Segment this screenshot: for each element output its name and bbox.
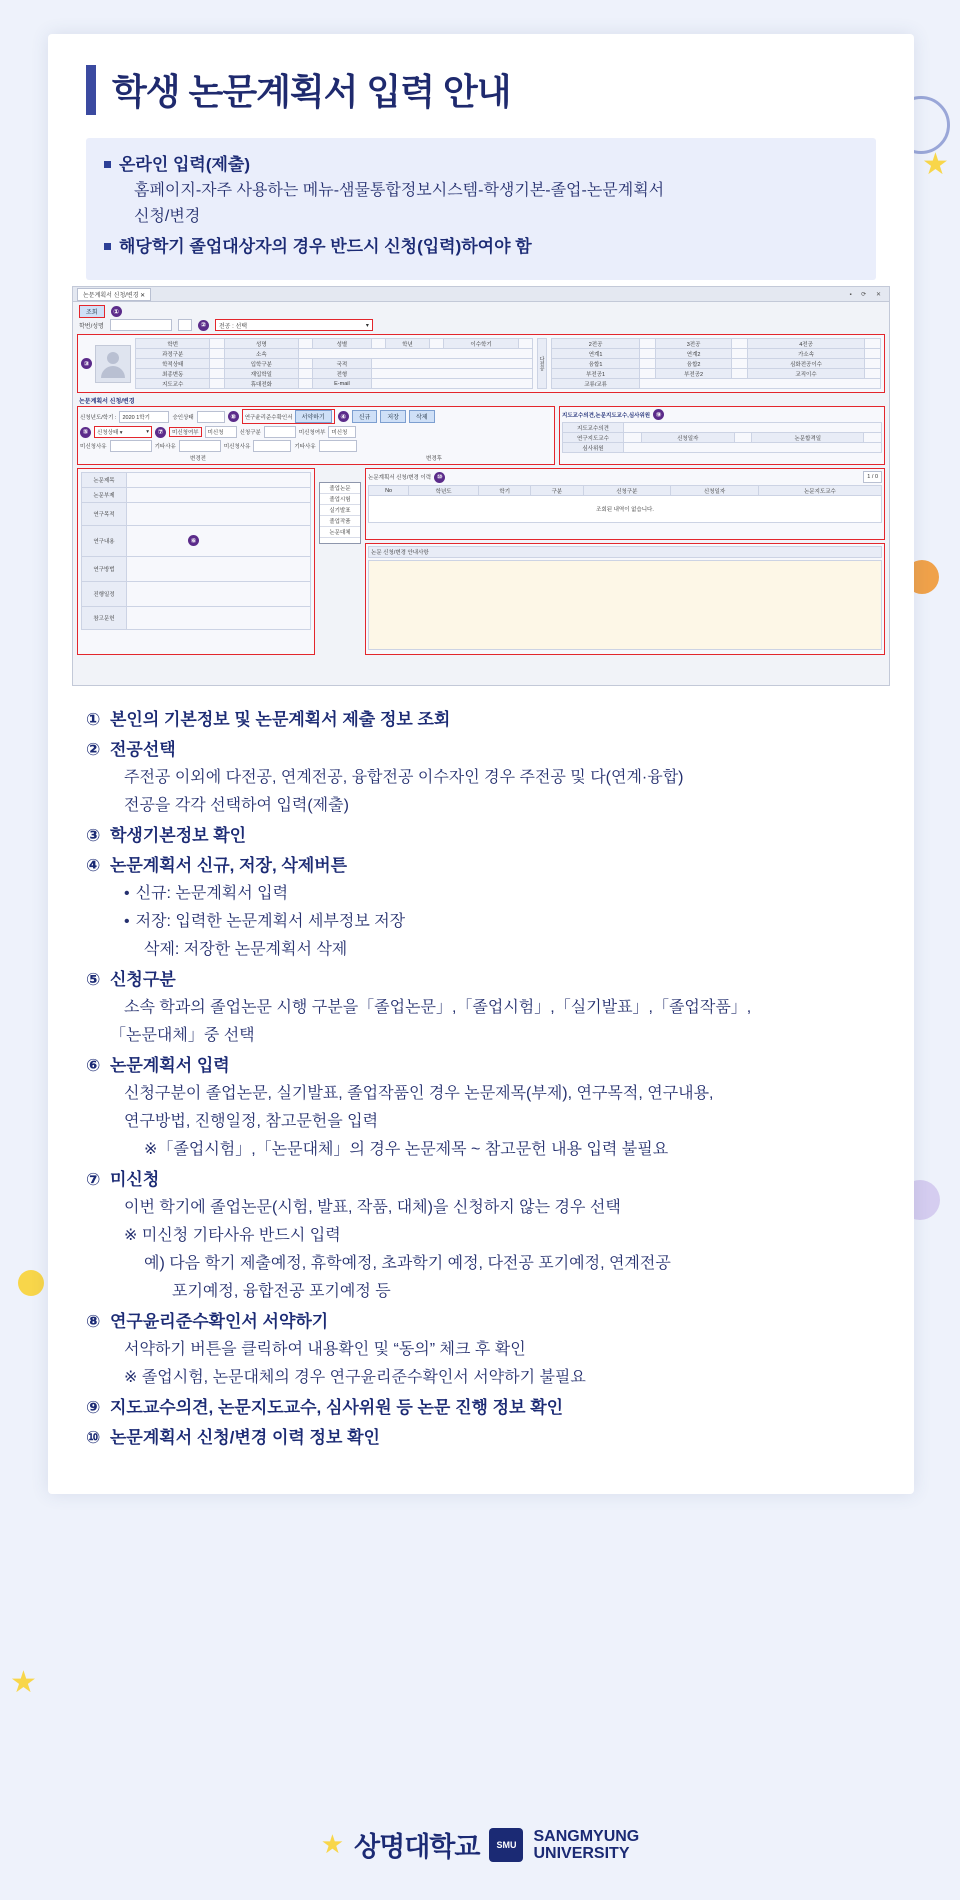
cell-value bbox=[624, 433, 642, 443]
cell-label: 학적상태 bbox=[136, 359, 210, 369]
student-no-input[interactable] bbox=[110, 319, 172, 331]
cell-label: 융합1 bbox=[552, 359, 640, 369]
item-heading: 논문계획서 입력 bbox=[110, 1056, 230, 1075]
cell-label: 연구목적 bbox=[82, 503, 127, 526]
cell-value bbox=[624, 423, 882, 433]
cell-value bbox=[640, 339, 656, 349]
marker-4: ④ bbox=[338, 411, 349, 422]
cell-value bbox=[865, 369, 881, 379]
item-bullet-line bbox=[124, 908, 886, 936]
reference-input[interactable] bbox=[127, 607, 311, 630]
unapply-label: 미신청여부 bbox=[169, 427, 202, 437]
cell-value bbox=[624, 443, 882, 453]
item-line: 「논문대체」중 선택 bbox=[110, 1027, 255, 1044]
item-heading: 지도교수의견, 논문지도교수, 심사위원 등 논문 진행 정보 확인 bbox=[110, 1398, 564, 1417]
cell-value bbox=[210, 339, 224, 349]
deco-star-2: ★ bbox=[922, 148, 949, 181]
major-table bbox=[551, 338, 881, 389]
unapply-div-value[interactable]: 미신청 bbox=[328, 426, 356, 438]
reason2-label: 미신청사유 bbox=[223, 444, 251, 450]
cell-label: 최종변동 bbox=[136, 369, 210, 379]
item-number: ⑦ bbox=[86, 1170, 101, 1189]
intro-box bbox=[86, 138, 876, 280]
research-content-input[interactable] bbox=[127, 526, 311, 557]
cell-label: 소속 bbox=[224, 349, 298, 359]
apply-type-select[interactable] bbox=[94, 426, 152, 438]
etc-value[interactable] bbox=[179, 440, 221, 452]
student-no-label: 학번/성명 bbox=[79, 323, 104, 330]
item-line: 삭제: 저장한 논문계획서 삭제 bbox=[144, 941, 348, 958]
item-heading: 전공선택 bbox=[110, 740, 176, 759]
option-thesis-substitute[interactable]: 논문대체 bbox=[320, 527, 360, 538]
guide-text-area bbox=[368, 560, 882, 650]
student-photo bbox=[95, 345, 131, 383]
item-line: ※「졸업시험」,「논문대체」의 경우 논문제목 ~ 참고문헌 내용 입력 불필요 bbox=[144, 1141, 669, 1158]
cell-label: 성별 bbox=[313, 339, 371, 349]
cell-label: E-mail bbox=[313, 379, 371, 389]
explanation-item-9 bbox=[86, 1394, 886, 1422]
item-heading: 연구윤리준수확인서 서약하기 bbox=[110, 1312, 329, 1331]
intro-item-1-title: 온라인 입력(제출) bbox=[119, 155, 250, 174]
explanation-list bbox=[86, 706, 886, 1454]
item-line: 예) 다음 학기 제출예정, 휴학예정, 초과학기 예정, 다전공 포기예정, 연계전공 bbox=[144, 1255, 671, 1272]
col-header: No bbox=[369, 486, 409, 496]
cell-value bbox=[299, 349, 533, 359]
thesis-subtitle-input[interactable] bbox=[127, 488, 311, 503]
cell-label: 지도교수의견 bbox=[563, 423, 624, 433]
item-number: ① bbox=[86, 710, 101, 729]
cell-label: 이수학기 bbox=[444, 339, 518, 349]
cell-value bbox=[640, 369, 656, 379]
marker-7: ⑦ bbox=[155, 427, 166, 438]
marker-1: ① bbox=[111, 306, 122, 317]
apply-div-label: 신청구분 bbox=[239, 430, 261, 436]
apply-type-value: 신청상태 ▾ bbox=[97, 430, 123, 436]
item-number: ⑧ bbox=[86, 1312, 101, 1331]
option-graduation-thesis[interactable]: 졸업논문 bbox=[320, 483, 360, 494]
content-sheet bbox=[48, 34, 914, 1494]
ethics-pledge-button[interactable]: 서약하기 bbox=[295, 410, 332, 423]
cell-value bbox=[210, 359, 224, 369]
history-empty-message: 조회된 내역이 없습니다. bbox=[369, 496, 882, 523]
basic-info-table bbox=[135, 338, 533, 389]
advisor-table bbox=[562, 422, 882, 453]
marker-10: ⑩ bbox=[434, 472, 445, 483]
cell-label: 학년 bbox=[385, 339, 429, 349]
page-title: 학생 논문계획서 입력 안내 bbox=[112, 71, 511, 112]
approval-label: 승인상태 bbox=[172, 414, 194, 421]
explanation-item-8 bbox=[86, 1308, 886, 1392]
advisor-panel bbox=[559, 406, 885, 465]
cell-label: 논문부제 bbox=[82, 488, 127, 503]
item-heading: 학생기본정보 확인 bbox=[110, 826, 247, 845]
intro-item-1-desc-1: 홈페이지-자주 사용하는 메뉴-샘물통합정보시스템-학생기본-졸업-논문계획서 bbox=[134, 182, 665, 199]
cell-value bbox=[371, 359, 532, 369]
cell-value bbox=[640, 359, 656, 369]
cell-value bbox=[864, 433, 882, 443]
cell-value bbox=[518, 339, 532, 349]
section-title: 논문계획서 신청/변경 bbox=[79, 399, 135, 405]
search-button[interactable]: 조회 bbox=[79, 305, 105, 318]
marker-6: ⑥ bbox=[188, 535, 199, 546]
item-line: 포기예정, 융합전공 포기예정 등 bbox=[172, 1283, 391, 1300]
save-button[interactable]: 저장 bbox=[380, 410, 406, 423]
item-number: ⑥ bbox=[86, 1056, 101, 1075]
item-line: ※ 미신청 기타사유 반드시 입력 bbox=[124, 1227, 341, 1244]
item-number: ④ bbox=[86, 856, 101, 875]
major-select-value: 전공 : 선택 bbox=[218, 323, 248, 330]
item-number: ⑤ bbox=[86, 970, 101, 989]
history-panel bbox=[365, 468, 885, 540]
square-bullet-icon bbox=[104, 161, 111, 168]
title-accent-bar bbox=[86, 65, 96, 115]
explanation-item-1 bbox=[86, 706, 886, 734]
cell-value bbox=[299, 379, 313, 389]
marker-9: ⑨ bbox=[653, 409, 664, 420]
bullet-dot-icon: • bbox=[124, 885, 130, 902]
item-heading: 미신청 bbox=[110, 1170, 160, 1189]
item-line: 신규: 논문계획서 입력 bbox=[135, 885, 289, 902]
cell-value bbox=[210, 349, 224, 359]
explanation-item-7 bbox=[86, 1166, 886, 1306]
cell-value bbox=[732, 339, 748, 349]
item-line: 연구방법, 진행일정, 참고문헌을 입력 bbox=[124, 1113, 379, 1130]
apply-div-value[interactable] bbox=[264, 426, 296, 438]
col-header: 논문지도교수 bbox=[758, 486, 881, 496]
cell-label: 부전공1 bbox=[552, 369, 640, 379]
cell-label: 융합2 bbox=[656, 359, 732, 369]
cell-label: 교류/교류 bbox=[552, 379, 640, 389]
etc2-label: 기타사유 bbox=[294, 444, 316, 450]
university-logo: SMU bbox=[489, 1828, 523, 1862]
explanation-item-6 bbox=[86, 1052, 886, 1164]
cell-label: 가소속 bbox=[748, 349, 865, 359]
item-heading: 논문계획서 신청/변경 이력 정보 확인 bbox=[110, 1428, 380, 1447]
research-method-input[interactable] bbox=[127, 557, 311, 582]
explanation-item-2 bbox=[86, 736, 886, 820]
cell-value bbox=[299, 359, 313, 369]
term-label: 신청년도/학기 : bbox=[80, 414, 117, 421]
cell-label: 전형 bbox=[313, 369, 371, 379]
cell-label: 연구지도교수 bbox=[563, 433, 624, 443]
cell-value bbox=[732, 359, 748, 369]
delete-button[interactable]: 삭제 bbox=[409, 410, 435, 423]
approval-value bbox=[197, 411, 225, 423]
col-header: 신청일자 bbox=[671, 486, 759, 496]
history-title: 논문계획서 신청/변경 이력 bbox=[368, 475, 432, 481]
page-title-wrap bbox=[86, 64, 511, 115]
reason-label: 미신청사유 bbox=[80, 444, 107, 450]
cell-value bbox=[865, 349, 881, 359]
basic-info-panel bbox=[77, 334, 885, 393]
item-heading: 논문계획서 신규, 저장, 삭제버튼 bbox=[110, 856, 348, 875]
cell-value bbox=[371, 369, 532, 379]
explanation-item-3 bbox=[86, 822, 886, 850]
deco-circle-yellow bbox=[18, 1270, 44, 1296]
marker-8: ⑧ bbox=[228, 411, 239, 422]
system-screenshot bbox=[72, 286, 890, 686]
ethics-label: 연구윤리준수확인서 bbox=[244, 414, 293, 421]
cell-label: 입학구분 bbox=[224, 359, 298, 369]
cell-value bbox=[865, 339, 881, 349]
item-number: ③ bbox=[86, 826, 101, 845]
after-change-label: 변경후 bbox=[426, 456, 442, 462]
option-graduation-exam[interactable]: 졸업시험 bbox=[320, 494, 360, 505]
cell-label: 연계2 bbox=[656, 349, 732, 359]
chevron-down-icon: ▾ bbox=[146, 429, 149, 435]
cell-label: 진행일정 bbox=[82, 582, 127, 607]
cell-value bbox=[640, 379, 881, 389]
cell-label: 과정구분 bbox=[136, 349, 210, 359]
cell-value bbox=[732, 349, 748, 359]
reason-value[interactable] bbox=[110, 440, 152, 452]
search-icon[interactable] bbox=[178, 319, 192, 331]
cell-label: 심화전공이수 bbox=[748, 359, 865, 369]
cell-label: 지도교수 bbox=[136, 379, 210, 389]
search-row bbox=[73, 302, 889, 319]
etc2-value[interactable] bbox=[319, 440, 357, 452]
col-header: 신청구분 bbox=[583, 486, 671, 496]
english-line-1: SANGMYUNG bbox=[533, 1827, 640, 1845]
cell-label: 신청일자 bbox=[641, 433, 734, 443]
cell-value bbox=[734, 433, 752, 443]
option-performance[interactable]: 실기발표 bbox=[320, 505, 360, 516]
cell-value bbox=[732, 369, 748, 379]
thesis-form-table bbox=[81, 472, 311, 630]
university-name-english bbox=[533, 1828, 639, 1862]
cell-label: 심사위원 bbox=[563, 443, 624, 453]
item-line: ※ 졸업시험, 논문대체의 경우 연구윤리준수확인서 서약하기 불필요 bbox=[124, 1369, 586, 1386]
before-change-label: 변경전 bbox=[190, 456, 206, 462]
col-header: 학기 bbox=[479, 486, 531, 496]
thesis-title-input[interactable] bbox=[127, 473, 311, 488]
item-heading: 신청구분 bbox=[110, 970, 176, 989]
marker-3: ③ bbox=[81, 358, 92, 369]
intro-item-1 bbox=[104, 152, 858, 230]
window-controls[interactable]: ▪ ⟳ ✕ bbox=[849, 291, 885, 298]
reason2-value[interactable] bbox=[253, 440, 291, 452]
multi-major-side-label: 다전공 bbox=[537, 338, 547, 389]
footer bbox=[0, 1825, 960, 1864]
explanation-item-10 bbox=[86, 1424, 886, 1452]
cell-label: 국적 bbox=[313, 359, 371, 369]
tab-thesis-plan[interactable]: 논문계획서 신청/변경 ✕ bbox=[77, 288, 151, 301]
research-purpose-input[interactable] bbox=[127, 503, 311, 526]
cell-value bbox=[299, 339, 313, 349]
cell-label: 연구내용 bbox=[82, 526, 127, 557]
item-line: 서약하기 버튼을 클릭하여 내용확인 및 “동의” 체크 후 확인 bbox=[124, 1341, 526, 1358]
col-header: 학년도 bbox=[409, 486, 479, 496]
english-line-2: UNIVERSITY bbox=[533, 1844, 630, 1862]
explanation-item-5 bbox=[86, 966, 886, 1050]
apply-type-options[interactable] bbox=[319, 482, 361, 544]
unapply-div-label: 미신청여부 bbox=[298, 430, 326, 436]
guide-panel bbox=[365, 543, 885, 655]
cell-value bbox=[640, 349, 656, 359]
cell-value bbox=[865, 359, 881, 369]
item-bullet-line bbox=[124, 880, 886, 908]
cell-label: 3전공 bbox=[656, 339, 732, 349]
cell-value bbox=[210, 369, 224, 379]
intro-item-2 bbox=[104, 234, 858, 260]
new-button[interactable]: 신규 bbox=[352, 410, 378, 423]
item-line: 주전공 이외에 다전공, 연계전공, 융합전공 이수자인 경우 주전공 및 다(연계·융합) bbox=[124, 769, 684, 786]
item-heading: 본인의 기본정보 및 논문계획서 제출 정보 조회 bbox=[110, 710, 451, 729]
guide-title: 논문 신청/변경 안내사항 bbox=[368, 546, 882, 558]
cell-label: 교직이수 bbox=[748, 369, 865, 379]
item-line: 저장: 입력한 논문계획서 세부정보 저장 bbox=[135, 913, 406, 930]
deco-star-3: ★ bbox=[10, 1666, 37, 1699]
explanation-item-4 bbox=[86, 852, 886, 964]
cell-label: 휴대전화 bbox=[224, 379, 298, 389]
chevron-down-icon: ▾ bbox=[365, 322, 369, 329]
cell-label: 논문합격일 bbox=[752, 433, 864, 443]
cell-label: 4전공 bbox=[748, 339, 865, 349]
major-select[interactable] bbox=[215, 319, 373, 331]
cell-value bbox=[371, 339, 385, 349]
university-name-korean: 상명대학교 bbox=[354, 1832, 480, 1862]
square-bullet-icon bbox=[104, 243, 111, 250]
col-header: 구분 bbox=[531, 486, 583, 496]
search-fields-row bbox=[73, 319, 889, 332]
cell-label: 성명 bbox=[224, 339, 298, 349]
item-number: ② bbox=[86, 740, 101, 759]
item-number: ⑨ bbox=[86, 1398, 101, 1417]
history-table bbox=[368, 485, 882, 523]
cell-value bbox=[210, 379, 224, 389]
cell-label: 논문제목 bbox=[82, 473, 127, 488]
cell-label: 재입학일 bbox=[224, 369, 298, 379]
cell-label: 부전공2 bbox=[656, 369, 732, 379]
application-panel bbox=[77, 406, 555, 465]
option-graduation-work[interactable]: 졸업작품 bbox=[320, 516, 360, 527]
cell-label: 참고문헌 bbox=[82, 607, 127, 630]
thesis-form-panel bbox=[77, 468, 315, 655]
footer-star-icon: ★ bbox=[320, 1829, 345, 1859]
cell-value bbox=[430, 339, 444, 349]
unapply-value[interactable]: 미신청 bbox=[205, 426, 237, 438]
term-value[interactable]: 2020 1학기 bbox=[119, 411, 169, 423]
intro-item-2-title: 해당학기 졸업대상자의 경우 반드시 신청(입력)하여야 함 bbox=[119, 237, 532, 256]
item-line: 전공을 각각 선택하여 입력(제출) bbox=[124, 797, 349, 814]
advisor-panel-title: 지도교수의견,논문지도교수,심사위원 bbox=[562, 412, 651, 419]
screenshot-tabbar bbox=[73, 287, 889, 302]
item-number: ⑩ bbox=[86, 1428, 101, 1447]
cell-label: 연계1 bbox=[552, 349, 640, 359]
schedule-input[interactable] bbox=[127, 582, 311, 607]
cell-label: 학번 bbox=[136, 339, 210, 349]
bullet-dot-icon: • bbox=[124, 913, 130, 930]
history-pager[interactable]: 1 / 0 bbox=[863, 471, 882, 483]
etc-label: 기타사유 bbox=[154, 444, 176, 450]
item-line: 이번 학기에 졸업논문(시험, 발표, 작품, 대체)을 신청하지 않는 경우 선택 bbox=[124, 1199, 621, 1216]
cell-label: 2전공 bbox=[552, 339, 640, 349]
item-line: 소속 학과의 졸업논문 시행 구분을「졸업논문」,「졸업시험」,「실기발표」,「졸업작품」, bbox=[124, 999, 752, 1016]
cell-value bbox=[371, 379, 532, 389]
item-line: 신청구분이 졸업논문, 실기발표, 졸업작품인 경우 논문제목(부제), 연구목적, 연구내용, bbox=[124, 1085, 714, 1102]
marker-5: ⑤ bbox=[80, 427, 91, 438]
cell-label: 연구방법 bbox=[82, 557, 127, 582]
cell-value bbox=[299, 369, 313, 379]
marker-2: ② bbox=[198, 320, 209, 331]
intro-item-1-desc-2: 신청/변경 bbox=[134, 208, 201, 225]
